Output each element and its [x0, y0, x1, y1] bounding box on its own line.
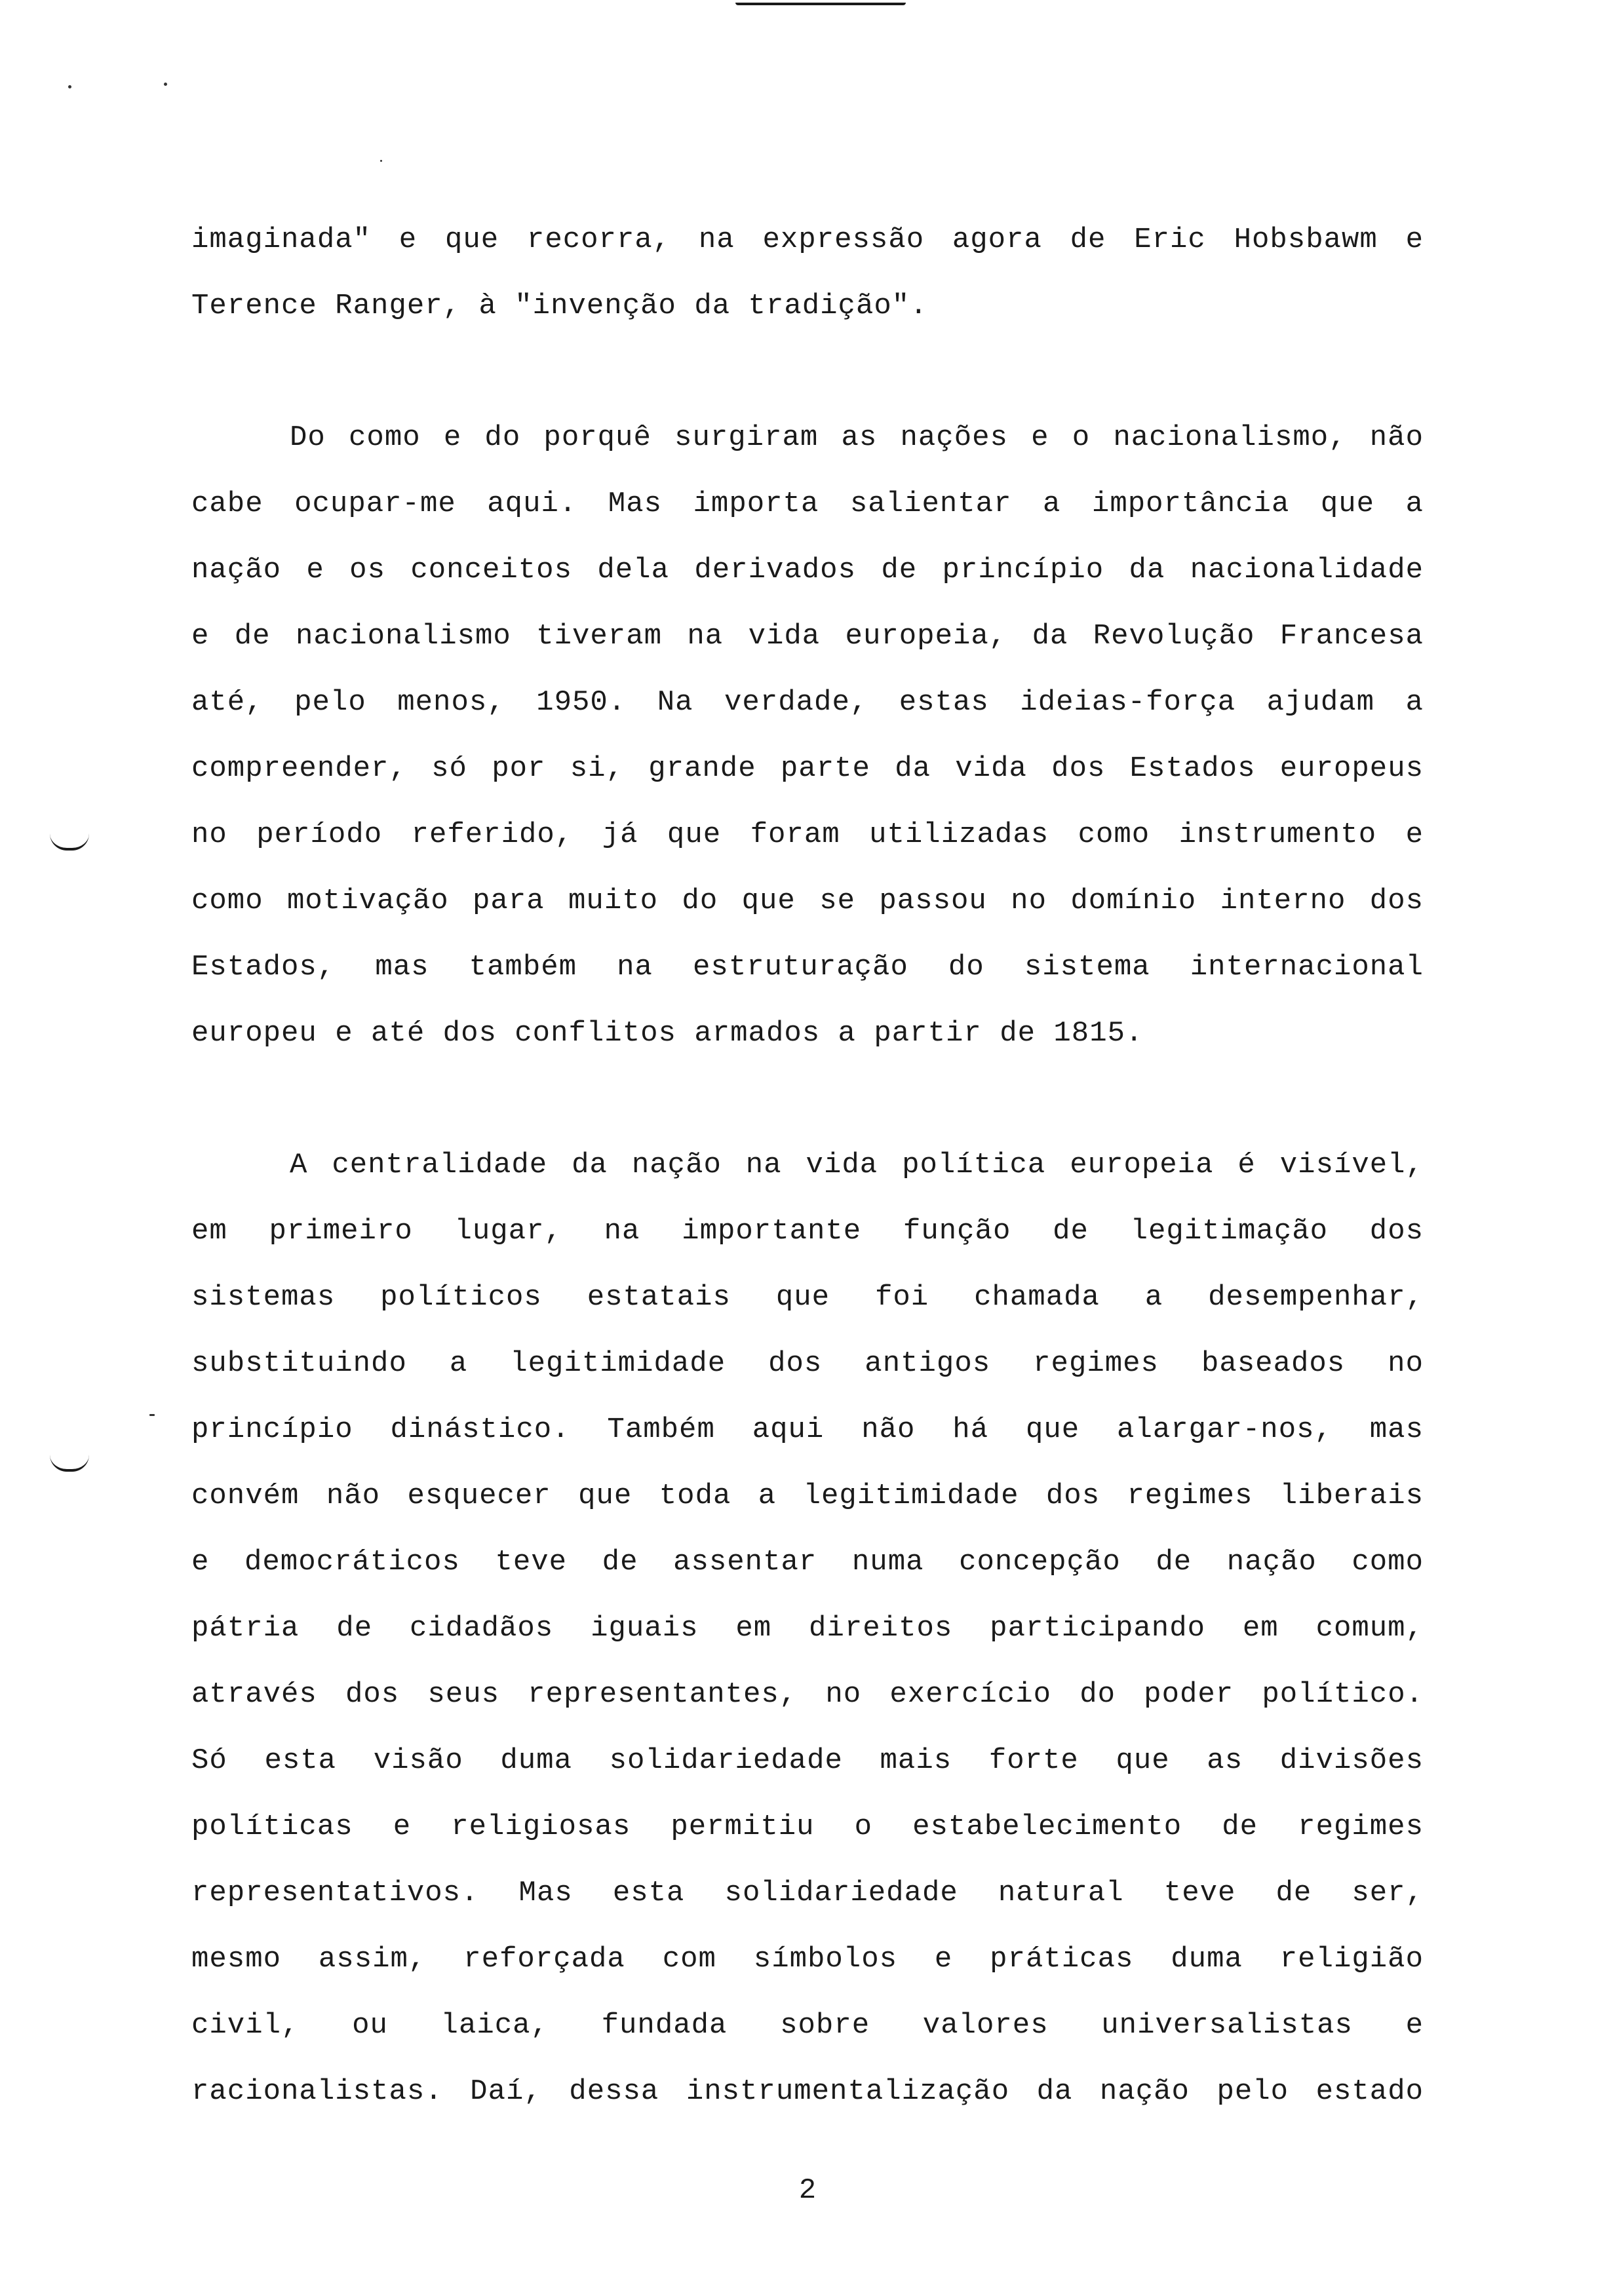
- binding-hole-mark: [50, 1455, 89, 1472]
- text-line: Do como e do porquê surgiram as nações e o nacionalismo, não: [290, 421, 1424, 454]
- text-line: em primeiro lugar, na importante função de legitimação dos: [191, 1215, 1424, 1248]
- text-line: convém não esquecer que toda a legitimidade dos regimes liberais: [191, 1480, 1424, 1512]
- text-line: e democráticos teve de assentar numa concepção de nação como: [191, 1546, 1424, 1578]
- paragraph-2: [191, 405, 1424, 1067]
- text-line: sistemas políticos estatais que foi chamada a desempenhar,: [191, 1281, 1424, 1314]
- text-line: cabe ocupar-me aqui. Mas importa salientar a importância que a: [191, 488, 1424, 520]
- text-line: Estados, mas também na estruturação do sistema internacional: [191, 951, 1424, 984]
- text-line: princípio dinástico. Também aqui não há que alargar-nos, mas: [191, 1413, 1424, 1446]
- text-line: compreender, só por si, grande parte da vida dos Estados europeus: [191, 752, 1424, 785]
- text-line: políticas e religiosas permitiu o estabelecimento de regimes: [191, 1810, 1424, 1843]
- text-line: civil, ou laica, fundada sobre valores universalistas e: [191, 2009, 1424, 2042]
- text-line: europeu e até dos conflitos armados a partir de 1815.: [191, 1017, 1144, 1050]
- page-number: 2: [798, 2174, 817, 2207]
- binding-hole-mark: [50, 833, 89, 851]
- text-line: nação e os conceitos dela derivados de princípio da nacionalidade: [191, 554, 1424, 586]
- document-body: [191, 207, 1424, 2125]
- text-line: até, pelo menos, 1950. Na verdade, estas ideias-força ajudam a: [191, 686, 1424, 719]
- top-rule-mark: [735, 3, 906, 5]
- text-line: através dos seus representantes, no exercício do poder político.: [191, 1678, 1424, 1711]
- text-line: como motivação para muito do que se passou no domínio interno dos: [191, 885, 1424, 917]
- text-line: imaginada" e que recorra, na expressão agora de Eric Hobsbawm e: [191, 223, 1424, 256]
- text-line: mesmo assim, reforçada com símbolos e práticas duma religião: [191, 1943, 1424, 1976]
- text-line: substituindo a legitimidade dos antigos regimes baseados no: [191, 1347, 1424, 1380]
- text-line: Só esta visão duma solidariedade mais forte que as divisões: [191, 1744, 1424, 1777]
- text-line: A centralidade da nação na vida política europeia é visível,: [290, 1149, 1424, 1181]
- text-line: e de nacionalismo tiveram na vida europeia, da Revolução Francesa: [191, 620, 1424, 653]
- paragraph-3: [191, 1132, 1424, 2125]
- scan-speck: [380, 160, 382, 162]
- text-line: representativos. Mas esta solidariedade natural teve de ser,: [191, 1877, 1424, 1909]
- paragraph-1: [191, 207, 1424, 339]
- text-line: Terence Ranger, à "invenção da tradição".: [191, 290, 928, 322]
- scan-speck: [149, 1414, 155, 1416]
- scan-speck: [164, 83, 167, 86]
- text-line: no período referido, já que foram utilizadas como instrumento e: [191, 818, 1424, 851]
- scan-speck: [68, 85, 71, 88]
- text-line: pátria de cidadãos iguais em direitos participando em comum,: [191, 1612, 1424, 1645]
- text-line: racionalistas. Daí, dessa instrumentalização da nação pelo estado: [191, 2075, 1424, 2108]
